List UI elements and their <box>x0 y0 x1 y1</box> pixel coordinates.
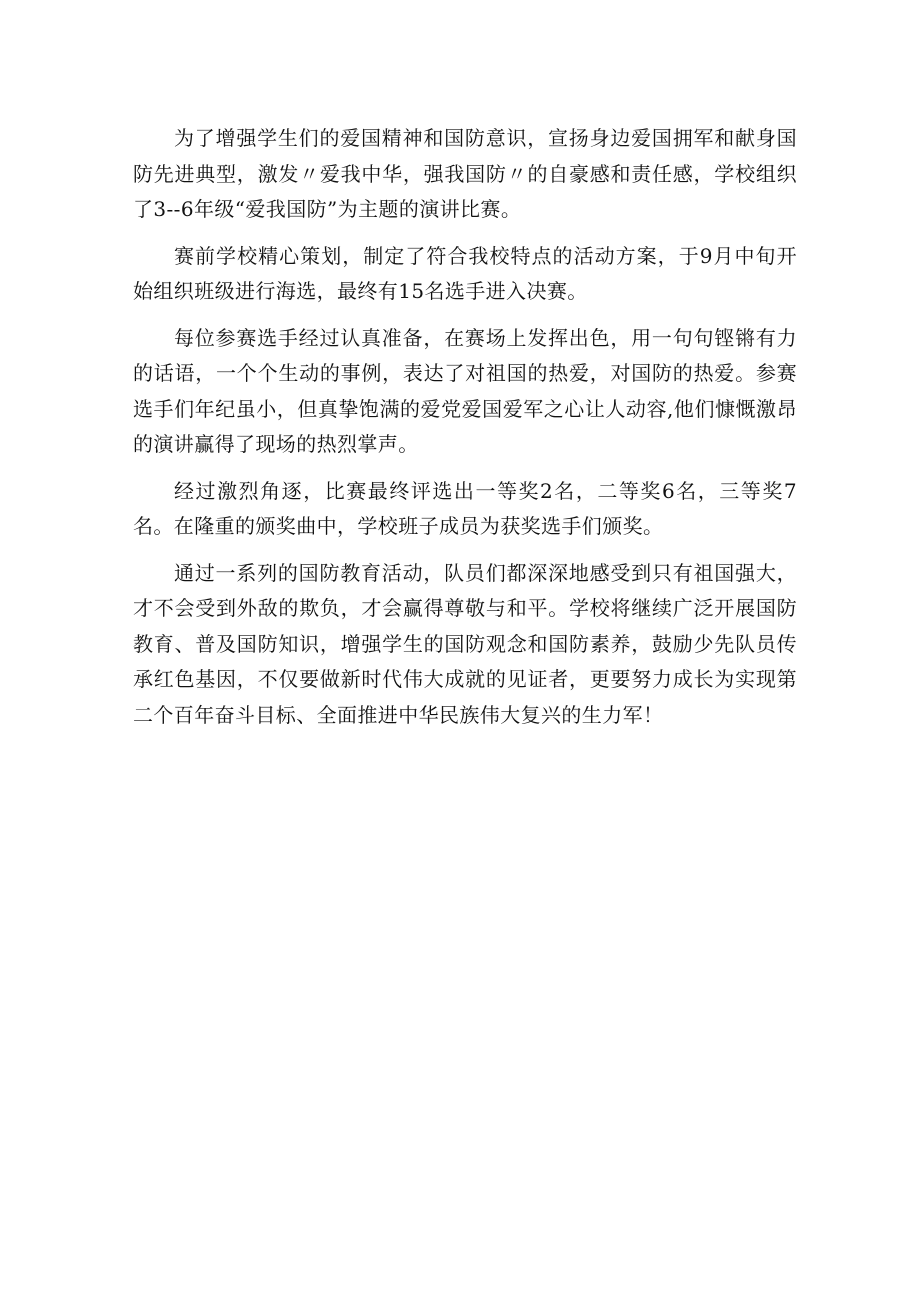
paragraph-1: 为了增强学生们的爱国精神和国防意识，宣扬身边爱国拥军和献身国防先进典型，激发〃爱我中华，强我国防〃的自豪感和责任感，学校组织了3--6年级“爱我国防”为主题的演讲比赛。 <box>133 126 797 221</box>
paragraph-3: 每位参赛选手经过认真准备，在赛场上发挥出色，用一句句铿锵有力的话语，一个个生动的事例，表达了对祖国的热爱，对国防的热爱。参赛选手们年纪虽小，但真挚饱满的爱党爱国爱军之心让人动容,他们慷慨激昂的演讲赢得了现场的热烈掌声。 <box>133 325 797 456</box>
paragraph-5: 通过一系列的国防教育活动，队员们都深深地感受到只有祖国强大，才不会受到外敌的欺负，才会赢得尊敬与和平。学校将继续广泛开展国防教育、普及国防知识，增强学生的国防观念和国防素养，鼓励少先队员传承红色基因，不仅要做新时代伟大成就的见证者，更要努力成长为实现第二个百年奋斗目标、全面推进中华民族伟大复兴的生力军！ <box>133 560 797 727</box>
paragraph-4: 经过激烈角逐，比赛最终评选出一等奖2名，二等奖6名，三等奖7名。在隆重的颁奖曲中，学校班子成员为获奖选手们颁奖。 <box>133 478 797 538</box>
paragraph-2: 赛前学校精心策划，制定了符合我校特点的活动方案，于9月中旬开始组织班级进行海选，最终有15名选手进入决赛。 <box>133 243 797 303</box>
document-body <box>133 121 797 744</box>
